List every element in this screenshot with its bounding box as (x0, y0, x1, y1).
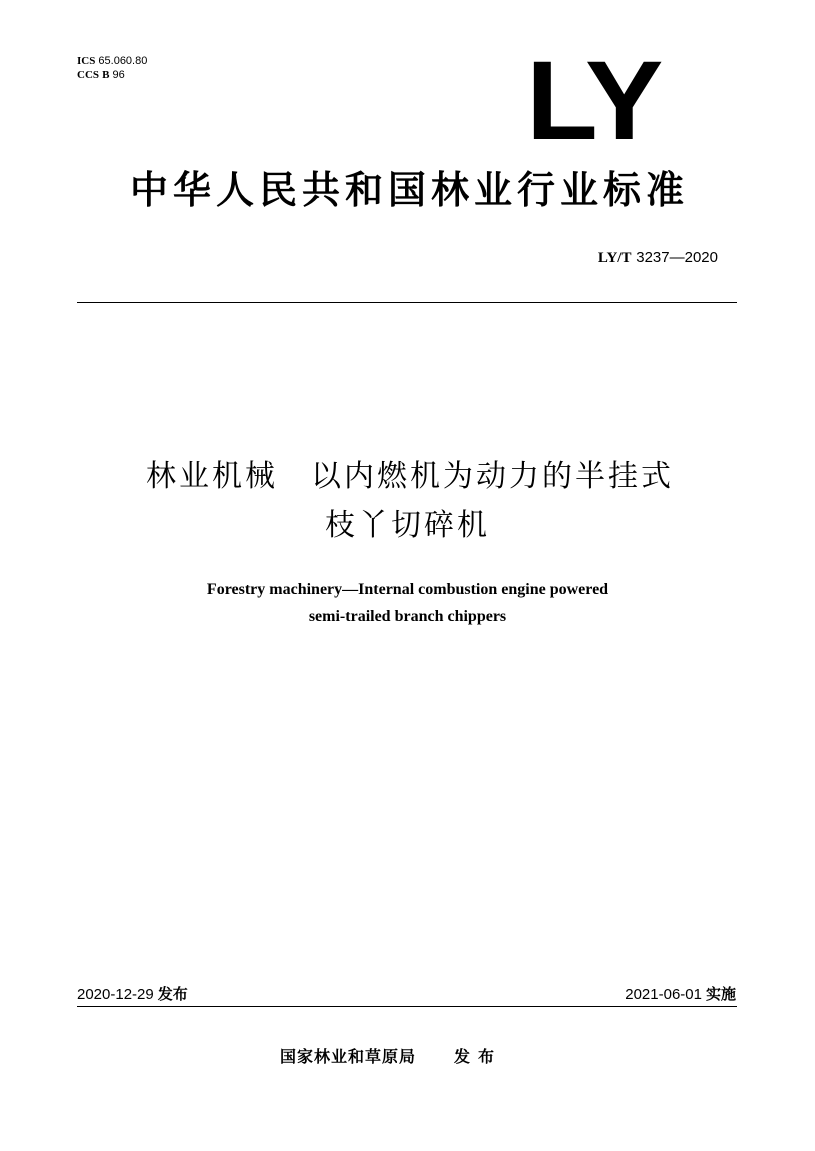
issuer-block (280, 1046, 502, 1068)
issue-date: 2020-12-29 (77, 986, 154, 1003)
issue-label: 发布 (157, 985, 188, 1003)
top-divider (77, 302, 737, 303)
ics-line (77, 54, 147, 68)
bottom-divider (77, 1006, 737, 1007)
english-title-line1: Forestry machinery—Internal combustion engine powered (206, 581, 609, 598)
ly-logo: LY (526, 38, 662, 163)
ccs-label: CCS (77, 69, 100, 81)
classification-block (77, 54, 147, 82)
chinese-title-line2: 枝丫切碎机 (325, 508, 490, 543)
standard-code-prefix: LY/T (597, 250, 632, 266)
effective-date: 2021-06-01 (625, 986, 702, 1003)
ccs-line (77, 68, 147, 82)
chinese-title-line1: 林业机械 以内燃机为动力的半挂式 (146, 459, 674, 494)
english-title-line2: semi-trailed branch chippers (308, 608, 507, 625)
standard-title: 中华人民共和国林业行业标准 (129, 168, 689, 212)
effective-date-block (625, 984, 736, 1005)
standard-code (598, 247, 718, 268)
ccs-class: B (102, 69, 110, 81)
standard-code-number: 3237—2020 (636, 249, 718, 266)
effective-label: 实施 (705, 985, 736, 1003)
issue-date-block (77, 984, 188, 1005)
ics-label: ICS (77, 55, 96, 67)
ccs-value: 96 (112, 69, 125, 81)
ics-value: 65.060.80 (98, 55, 148, 67)
issuer-name: 国家林业和草原局 (280, 1047, 417, 1066)
issuer-action: 发布 (454, 1047, 503, 1066)
